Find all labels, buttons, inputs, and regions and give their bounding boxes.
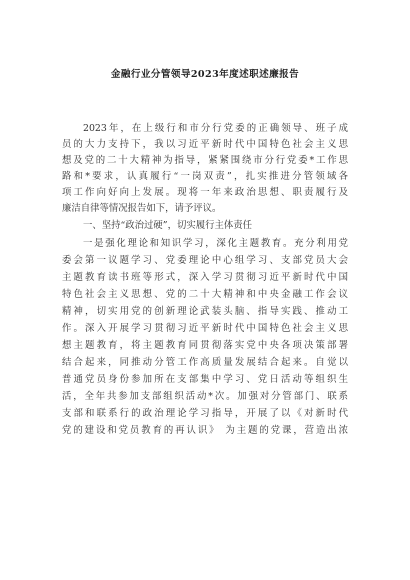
paragraph-line: 结合起来，同推动分管工作高质量发展结合起来。自觉以 [62,357,348,368]
paragraph-line: 精神，切实用党的创新理论武装头脑、指导实践、推动工 [62,306,348,317]
paragraph-line: 党的建设和党员教育的再认识》 为主题的党课，营造出浓 [62,425,348,436]
paragraph-line: 2023年，在上级行和市分行党委的正确领导、班子成 [83,123,348,134]
paragraph-line: 廉洁自律等情况报告如下，请予评议。 [62,203,222,214]
paragraph-line: 想主题教育，将主题教育同贯彻落实党中央各项决策部署 [62,340,348,351]
paragraph-line: 想及党的二十大精神为指导，紧紧围绕市分行党委*工作思 [62,155,348,166]
paragraph-line: 作。深入开展学习贯彻习近平新时代中国特色社会主义思 [62,323,348,334]
paragraph-line: 一是强化理论和知识学习，深化主题教育。充分利用党 [83,238,348,249]
section-heading: 一、坚持“政治过硬”，切实履行主体责任 [83,220,252,231]
paragraph-line: 路和*要求，认真履行“一岗双责”，扎实推进分管领域各 [62,171,348,182]
paragraph-line: 支部和联系行的政治理论学习指导，开展了以《对新时代 [62,408,348,419]
paragraph-line: 普通党员身份参加所在支部集中学习、党日活动等组织生 [62,374,348,385]
paragraph-line: 特色社会主义思想、党的二十大精神和中央金融工作会议 [62,289,348,300]
paragraph-line: 主题教育读书班等形式，深入学习贯彻习近平新时代中国 [62,272,348,283]
paragraph-line: 项工作向好向上发展。现将一年来政治思想、职责履行及 [62,187,348,198]
paragraph-line: 委会第一议题学习、党委理论中心组学习、支部党员大会 [62,255,348,266]
paragraph-line: 员的大力支持下，我以习近平新时代中国特色社会主义思 [62,139,348,150]
paragraph-line: 活，全年共参加支部组织活动*次。加强对分管部门、联系 [62,391,348,402]
document-title: 金融行业分管领导2023年度述职述廉报告 [110,69,300,80]
